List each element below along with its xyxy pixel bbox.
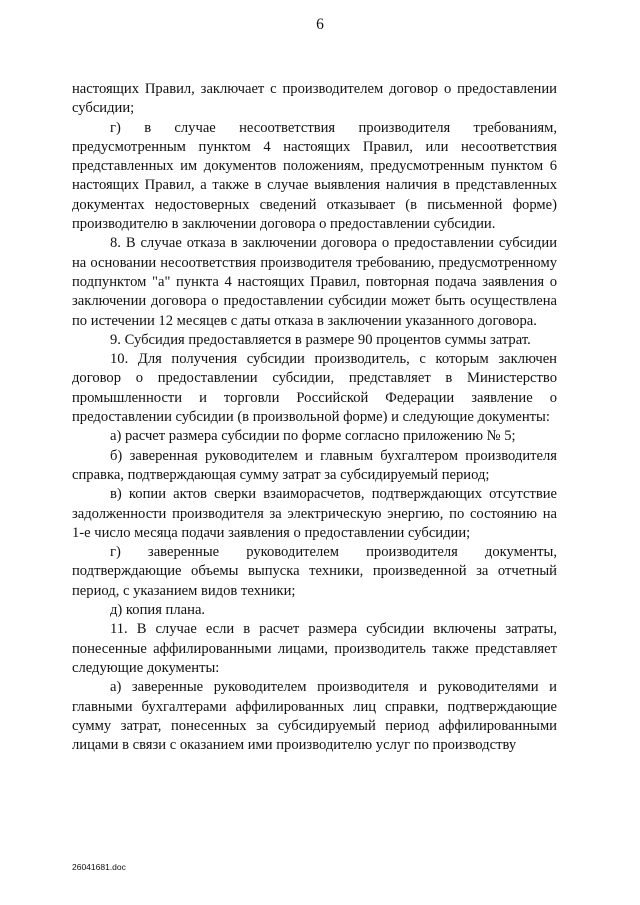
paragraph-10: 10. Для получения субсидии производитель, с которым заключен договор о предоставлении субсидии, представляет в Министерство промышленности и торговли Российской Федерации заявление о предоставлении субсидии (в произвольной форме) и следующие документы: <box>72 351 557 426</box>
paragraph-item-g: г) в случае несоответствия производителя требованиям, предусмотренным пунктом 4 настоящих Правил, или несоответствия представленных им документов положениям, предусмотренным пунктом 6 настоящих Правил, а также в случае выявления наличия в представленных документах недостоверных сведений отказывает (в письменной форме) производителю в заключении договора о предоставлении субсидии. <box>72 119 557 233</box>
paragraph-10-b: б) заверенная руководителем и главным бухгалтером производителя справка, подтверждающая сумму затрат за субсидируемый период; <box>72 447 557 483</box>
document-body <box>72 80 557 755</box>
paragraph-10-v: в) копии актов сверки взаиморасчетов, подтверждающих отсутствие задолженности производителя за электрическую энергию, по состоянию на 1-е число месяца подачи заявления о предоставлении субсидии; <box>72 486 557 541</box>
paragraph-continuation: настоящих Правил, заключает с производителем договор о предоставлении субсидии; <box>72 81 557 117</box>
paragraph-10-a: а) расчет размера субсидии по форме согласно приложению № 5; <box>110 428 516 445</box>
paragraph-11-a: а) заверенные руководителем производителя и руководителями и главными бухгалтерами аффилированных лиц справки, подтверждающие сумму затрат, понесенных за субсидируемый период аффилированными лицами в связи с оказанием ими производителю услуг по производству <box>72 679 557 754</box>
paragraph-10-d: д) копия плана. <box>110 602 206 619</box>
page-number: 6 <box>316 16 324 33</box>
footer-filename: 26041681.doc <box>72 862 126 872</box>
paragraph-8: 8. В случае отказа в заключении договора о предоставлении субсидии на основании несоответствия производителя требованию, предусмотренному подпунктом "а" пункта 4 настоящих Правил, повторная подача заявления о заключении договора о предоставлении субсидии может быть осуществлена по истечении 12 месяцев с даты отказа в заключении указанного договора. <box>72 235 557 329</box>
paragraph-10-g: г) заверенные руководителем производителя документы, подтверждающие объемы выпуска техники, произведенной за отчетный период, с указанием видов техники; <box>72 544 557 599</box>
paragraph-9: 9. Субсидия предоставляется в размере 90 процентов суммы затрат. <box>110 331 531 348</box>
paragraph-11: 11. В случае если в расчет размера субсидии включены затраты, понесенные аффилированными лицами, производитель также представляет следующие документы: <box>72 621 557 676</box>
